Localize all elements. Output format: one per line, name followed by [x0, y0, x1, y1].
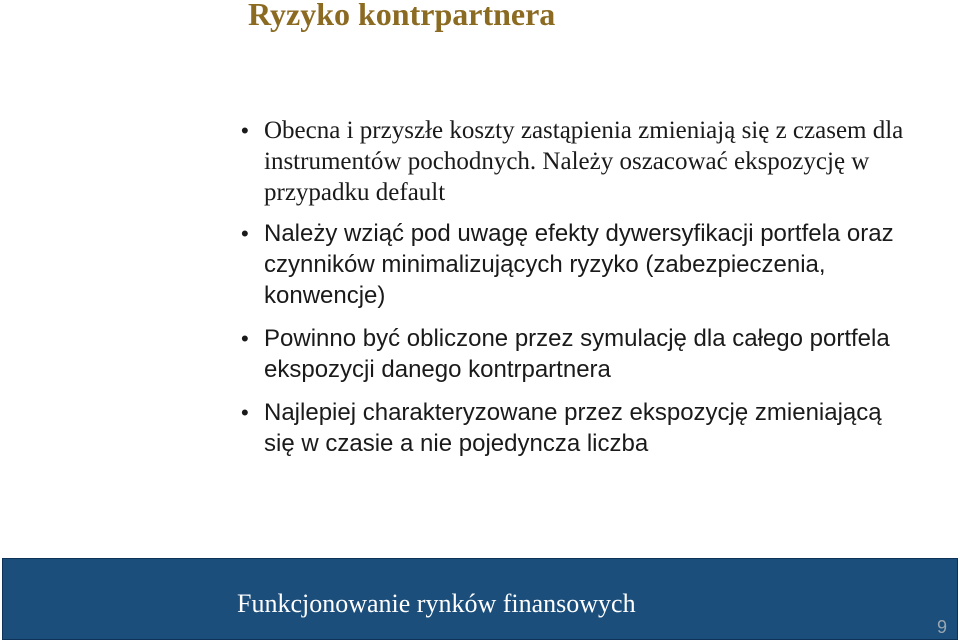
bullet-icon: •: [241, 326, 249, 351]
bullet-icon: •: [241, 400, 249, 425]
bullet-item: [237, 397, 917, 459]
bullet-list: [237, 115, 917, 459]
bullet-icon: •: [241, 118, 249, 143]
bullet-text: Powinno być obliczone przez symulację dla całego portfela ekspozycji danego kontrpartnera: [264, 325, 890, 383]
bullet-text: Najlepiej charakteryzowane przez ekspozycję zmieniającą się w czasie a nie pojedyncza liczba: [264, 399, 882, 457]
bullet-item: [237, 218, 917, 311]
bullet-text: Należy wziąć pod uwagę efekty dywersyfikacji portfela oraz czynników minimalizujących ryzyko (zabezpieczenia, konwencje): [264, 220, 894, 309]
bullet-text: Obecna i przyszłe koszty zastąpienia zmieniają się z czasem dla instrumentów pochodnych. Należy oszacować ekspozycję w przypadku default: [264, 117, 904, 206]
page-number: 9: [936, 617, 947, 637]
bullet-item: [237, 323, 917, 385]
slide-title: Ryzyko kontrpartnera: [248, 0, 556, 32]
footer-bar: [2, 558, 958, 640]
bullet-icon: •: [241, 221, 249, 246]
footer-title: Funkcjonowanie rynków finansowych: [237, 589, 636, 618]
bullet-item: [237, 115, 917, 208]
